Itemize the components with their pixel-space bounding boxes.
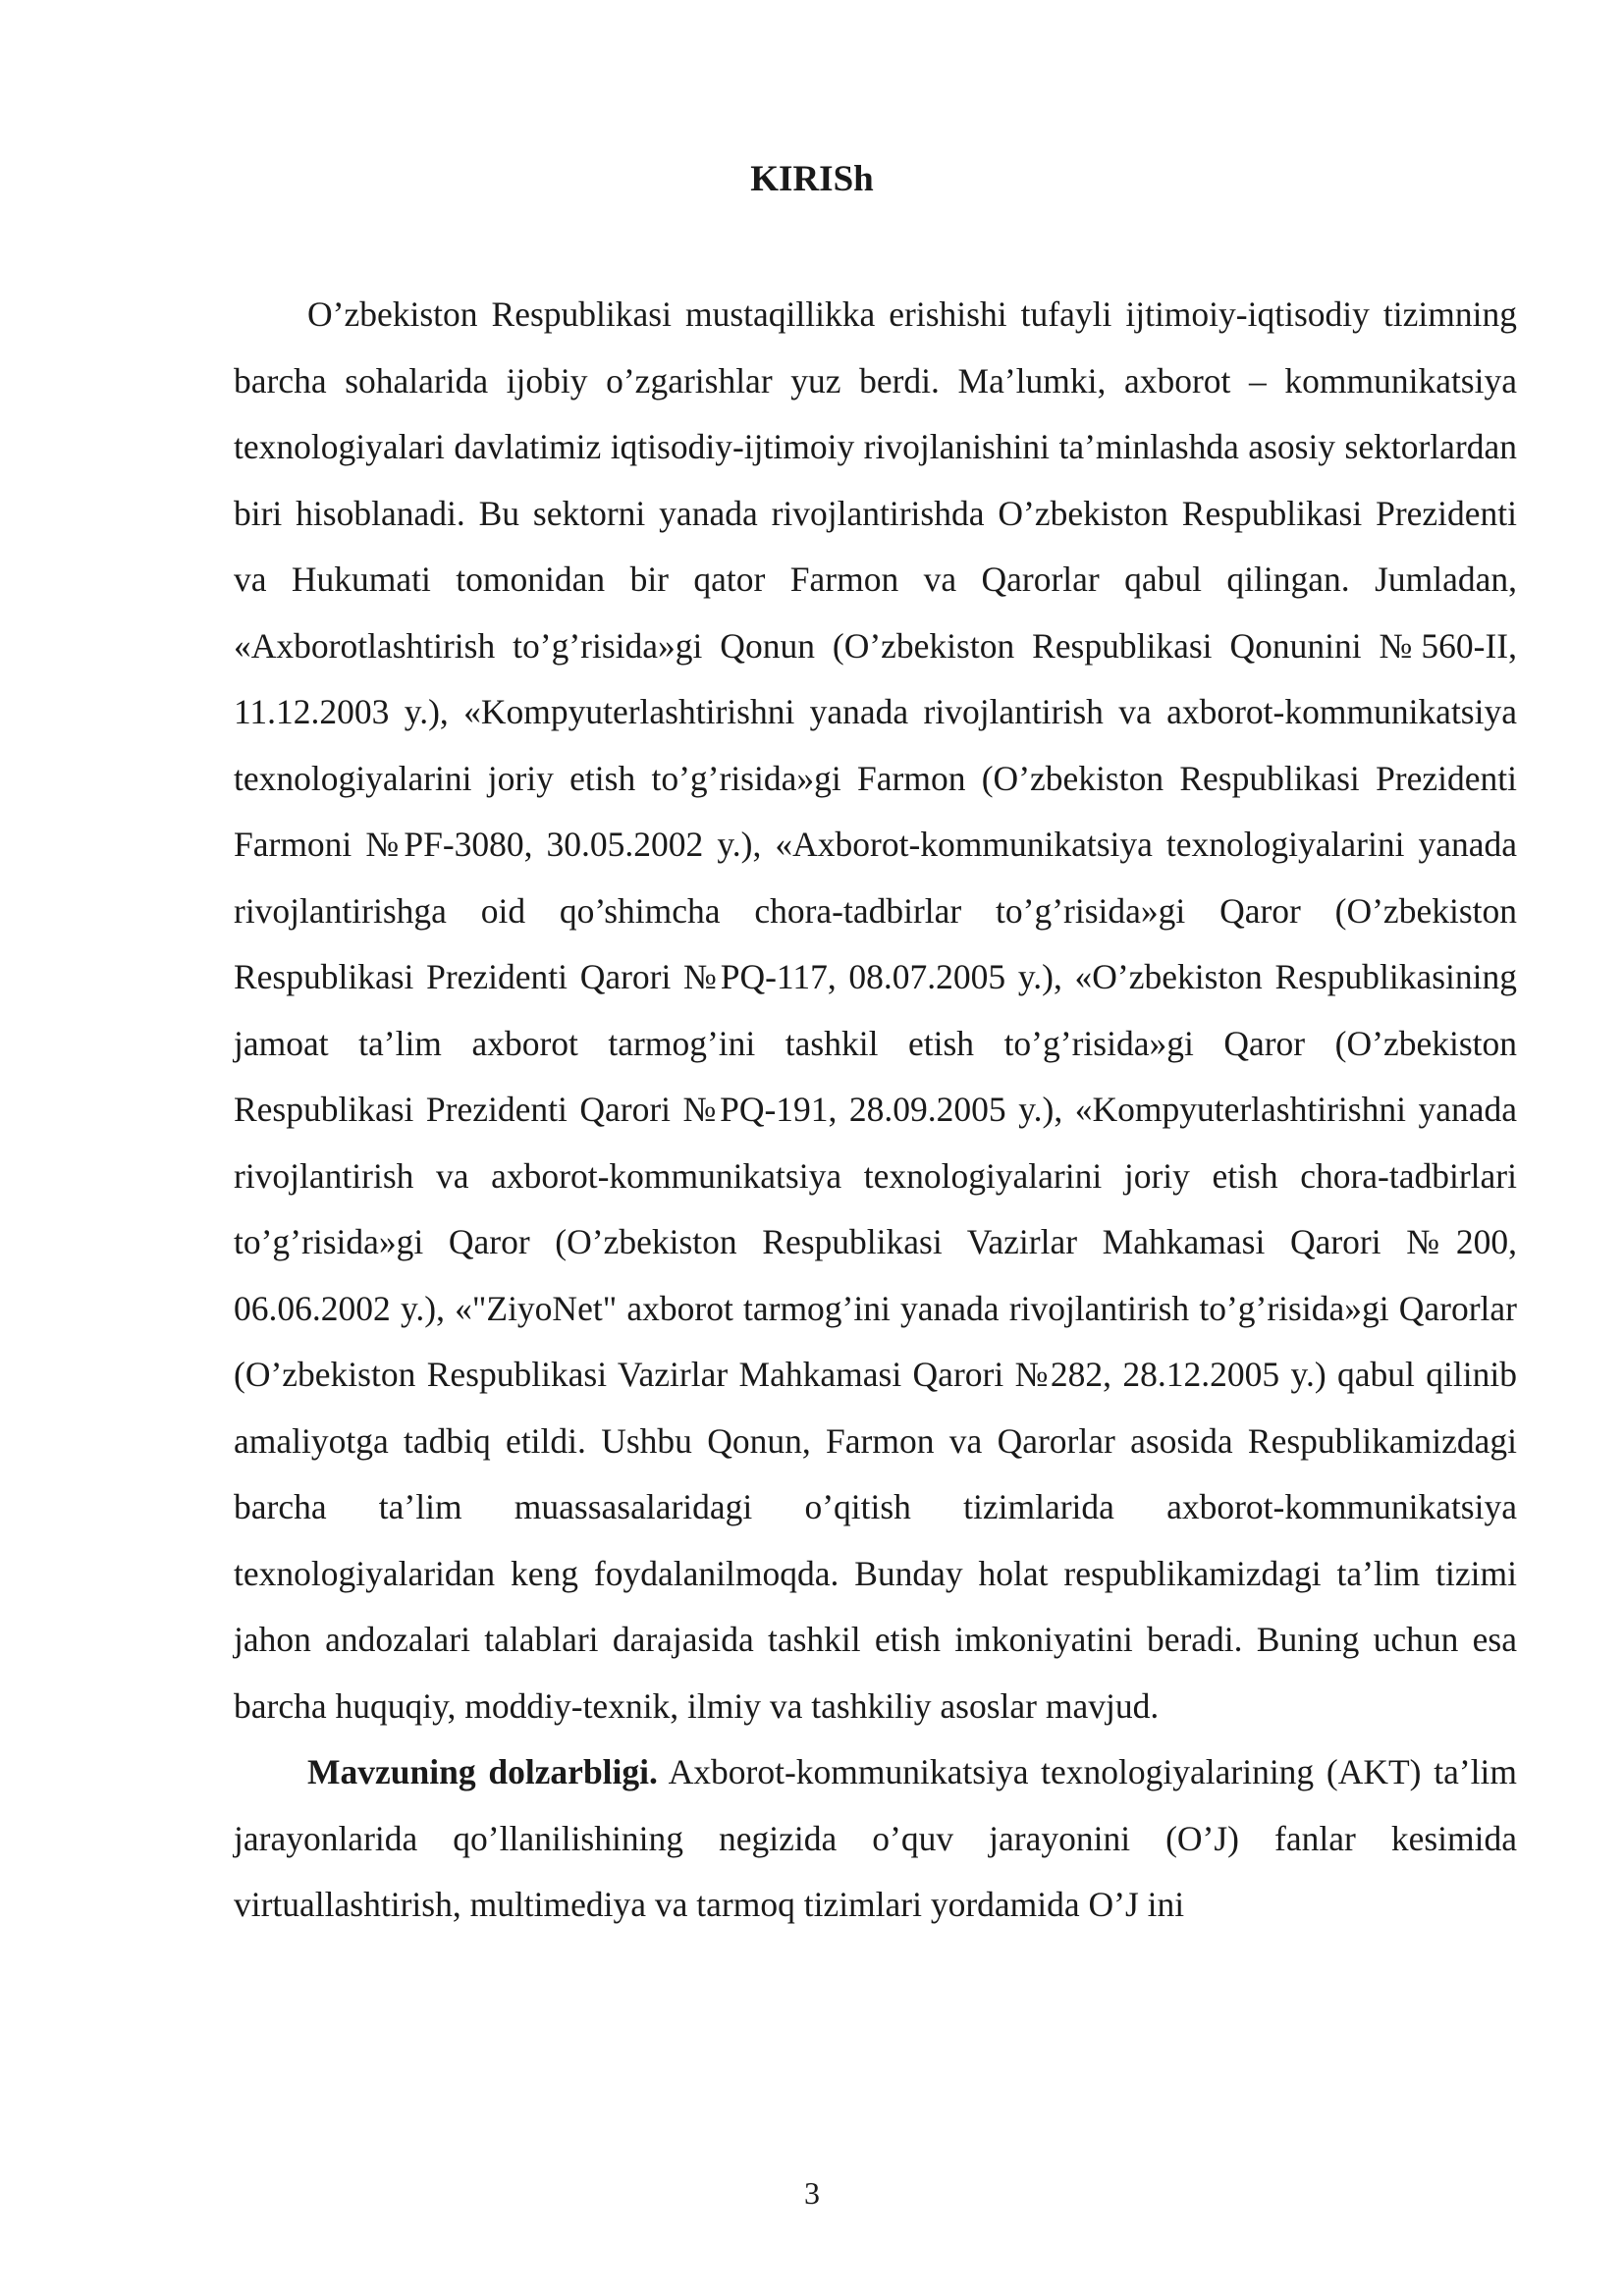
relevance-heading: Mavzuning dolzarbligi. (307, 1752, 658, 1791)
section-title: KIRISh (750, 159, 874, 199)
relevance-paragraph (234, 1739, 1517, 1939)
intro-paragraph: O’zbekiston Respublikasi mustaqillikka erishishi tufayli ijtimoiy-iqtisodiy tizimning barcha sohalarida ijobiy o’zgarishlar yuz berdi. Ma’lumki, axborot – kommunikatsiya texnologiyalari davlatimiz iqtisodiy-ijtimoiy rivojlanishini ta’minlashda asosiy sektorlardan biri hisoblanadi. Bu sektorni yanada rivojlantirishda O’zbekiston Respublikasi Prezidenti va Hukumati tomonidan bir qator Farmon va Qarorlar qabul qilingan. Jumladan, «Axborotlashtirish to’g’risida»gi Qonun (O’zbekiston Respublikasi Qonunini №560-II, 11.12.2003 y.), «Kompyuterlashtirishni yanada rivojlantirish va axborot-kommunikatsiya texnologiyalarini joriy etish to’g’risida»gi Farmon (O’zbekiston Respublikasi Prezidenti Farmoni №PF-3080, 30.05.2002 y.), «Axborot-kommunikatsiya texnologiyalarini yanada rivojlantirishga oid qo’shimcha chora-tadbirlar to’g’risida»gi Qaror (O’zbekiston Respublikasi Prezidenti Qarori №PQ-117, 08.07.2005 y.), «O’zbekiston Respublikasining jamoat ta’lim axborot tarmog’ini tashkil etish to’g’risida»gi Qaror (O’zbekiston Respublikasi Prezidenti Qarori №PQ-191, 28.09.2005 y.), «Kompyuterlashtirishni yanada rivojlantirish va axborot-kommunikatsiya texnologiyalarini joriy etish chora-tadbirlari to’g’risida»gi Qaror (O’zbekiston Respublikasi Vazirlar Mahkamasi Qarori №200, 06.06.2002 y.), «"ZiyoNet" axborot tarmog’ini yanada rivojlantirish to’g’risida»gi Qarorlar (O’zbekiston Respublikasi Vazirlar Mahkamasi Qarori №282, 28.12.2005 y.) qabul qilinib amaliyotga tadbiq etildi. Ushbu Qonun, Farmon va Qarorlar asosida Respublikamizdagi barcha ta’lim muassasalaridagi o’qitish tizimlarida axborot-kommunikatsiya texnologiyalaridan keng foydalanilmoqda. Bunday holat respublikamizdagi ta’lim tizimi jahon andozalari talablari darajasida tashkil etish imkoniyatini beradi. Buning uchun esa barcha huquqiy, moddiy-texnik, ilmiy va tashkiliy asoslar mavjud. (234, 294, 1517, 1726)
document-body (234, 282, 1517, 1939)
relevance-text: Axborot-kommunikatsiya texnologiyalarining (AKT) ta’lim jarayonlarida qo’llanilishining negizida o’quv jarayonini (O’J) fanlar kesimida virtuallashtirish, multimediya va tarmoq tizimlari yordamida O’J ini (234, 1752, 1517, 1924)
page-number: 3 (804, 2175, 820, 2211)
